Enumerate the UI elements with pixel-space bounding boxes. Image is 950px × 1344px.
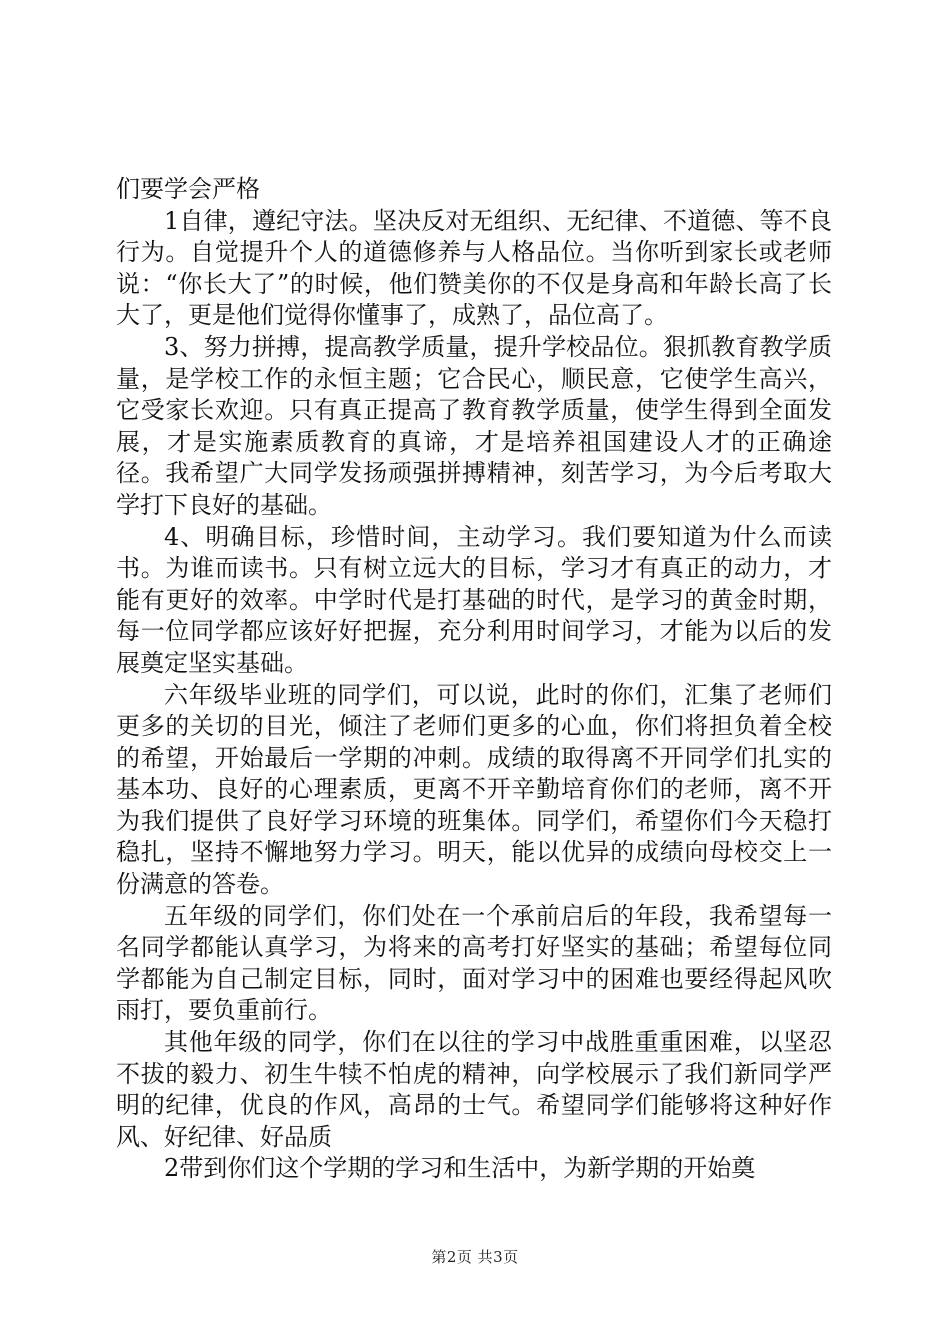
paragraph-self-discipline: 1自律，遵纪守法。坚决反对无组织、无纪律、不道德、等不良行为。自觉提升个人的道德修养与人格品位。当你听到家长或老师说：“你长大了”的时候，他们赞美你的不仅是身高和年龄长高了长大了，更是他们觉得你懂事了，成熟了，品位高了。: [116, 206, 832, 330]
paragraph-new-semester: 2带到你们这个学期的学习和生活中，为新学期的开始奠: [164, 1154, 756, 1183]
paragraph-goals-time: 4、明确目标，珍惜时间，主动学习。我们要知道为什么而读书。为谁而读书。只有树立远大的目标，学习才有真正的动力，才能有更好的效率。中学时代是打基础的时代，是学习的黄金时期，每一位同学都应该好好把握，充分利用时间学习，才能为以后的发展奠定坚实基础。: [116, 522, 832, 677]
paragraph-grade-five: 五年级的同学们，你们处在一个承前启后的年段，我希望每一名同学都能认真学习，为将来的高考打好坚实的基础；希望每位同学都能为自己制定目标，同时，面对学习中的困难也要经得起风吹雨打，要负重前行。: [116, 901, 832, 1025]
document-body: [116, 174, 832, 1185]
page-number-footer: 第2页 共3页: [431, 1248, 519, 1266]
paragraph-continuation: 们要学会严格: [116, 175, 260, 203]
paragraph-other-grades: 其他年级的同学，你们在以往的学习中战胜重重困难，以坚忍不拔的毅力、初生牛犊不怕虎的精神，向学校展示了我们新同学严明的纪律，优良的作风，高昂的士气。希望同学们能够将这种好作风、好纪律、好品质: [116, 1028, 832, 1151]
paragraph-teaching-quality: 3、努力拼搏，提高教学质量，提升学校品位。狠抓教育教学质量，是学校工作的永恒主题；它合民心，顺民意，它使学生高兴，它受家长欢迎。只有真正提高了教育教学质量，使学生得到全面发展，才是实施素质教育的真谛，才是培养祖国建设人才的正确途径。我希望广大同学发扬顽强拼搏精神，刻苦学习，为今后考取大学打下良好的基础。: [116, 332, 832, 519]
paragraph-grade-six: 六年级毕业班的同学们，可以说，此时的你们，汇集了老师们更多的关切的目光，倾注了老师们更多的心血，你们将担负着全校的希望，开始最后一学期的冲刺。成绩的取得离不开同学们扎实的基本功、良好的心理素质，更离不开辛勤培育你们的老师，离不开为我们提供了良好学习环境的班集体。同学们，希望你们今天稳打稳扎，坚持不懈地努力学习。明天，能以优异的成绩向母校交上一份满意的答卷。: [116, 680, 832, 899]
